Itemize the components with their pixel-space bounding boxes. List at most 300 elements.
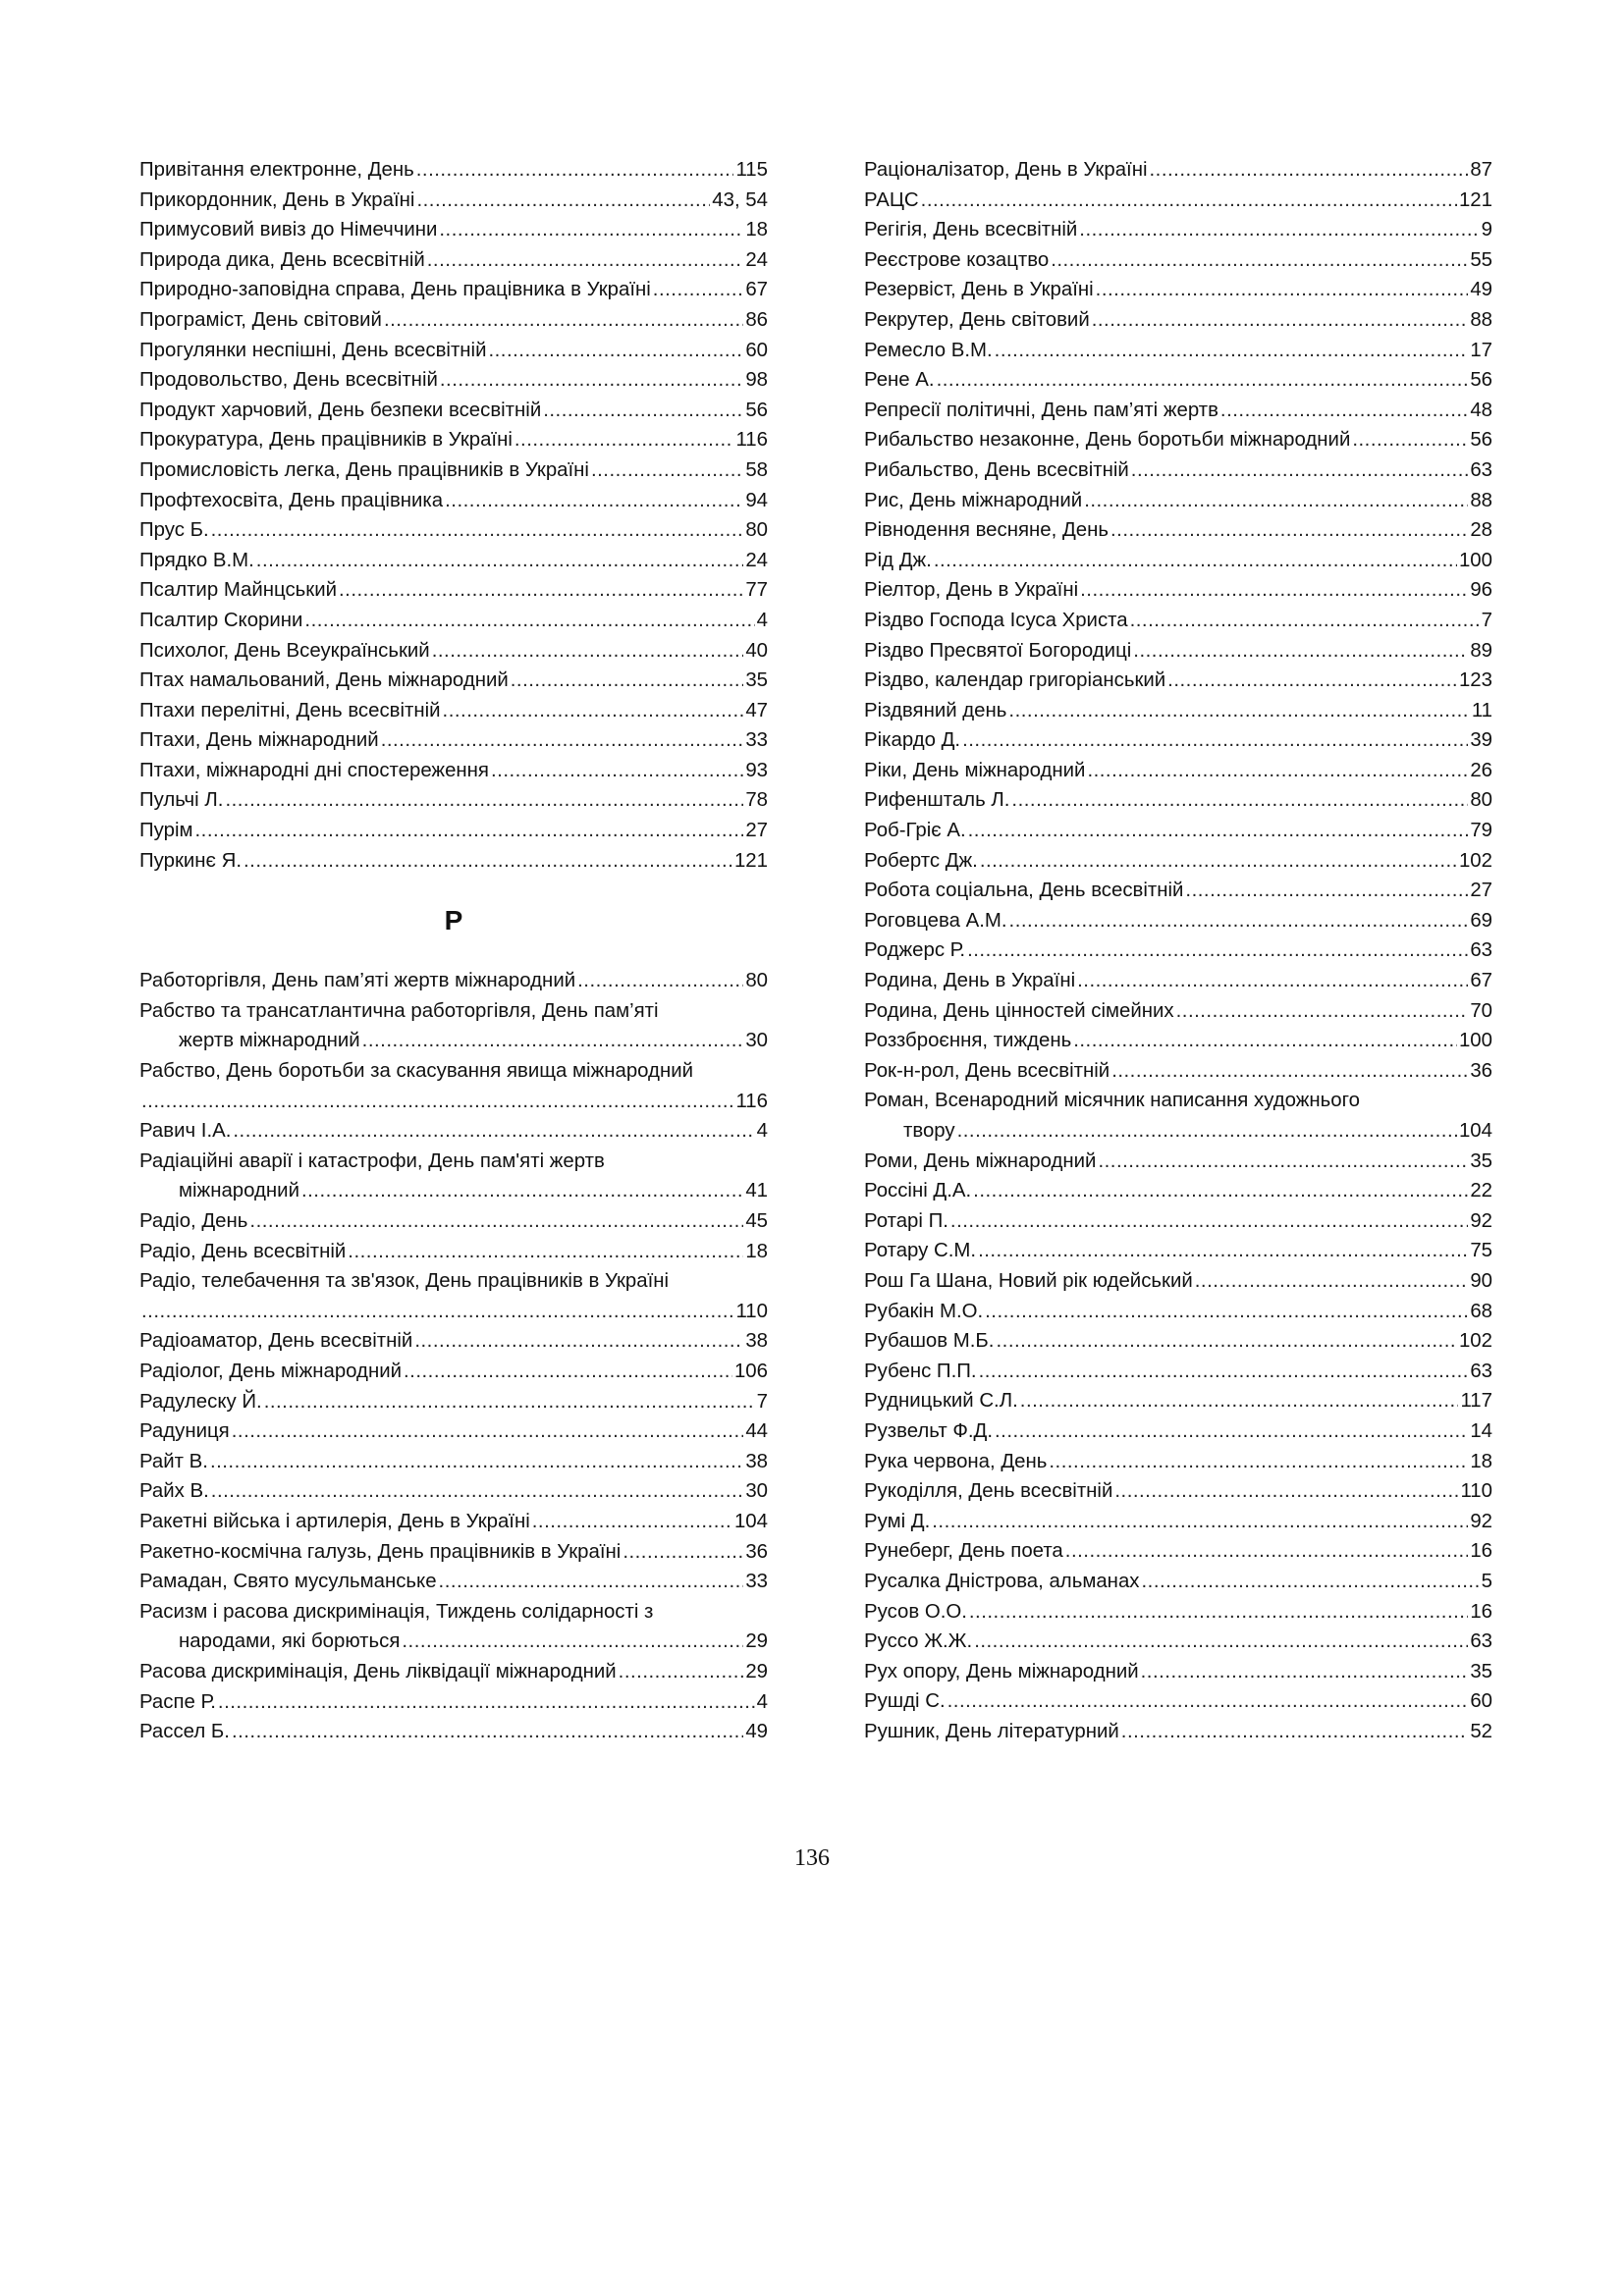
index-entry	[864, 155, 1492, 186]
dot-leader	[1130, 606, 1480, 636]
index-entry	[864, 1657, 1492, 1687]
index-entry	[864, 606, 1492, 636]
index-entry	[139, 1206, 768, 1237]
index-entry	[139, 996, 768, 1056]
dot-leader	[256, 546, 744, 576]
index-entry-page: 43, 54	[712, 188, 768, 211]
index-entry-page: 63	[1470, 458, 1492, 481]
dot-leader	[623, 1537, 743, 1568]
dot-leader	[1220, 396, 1468, 426]
index-entry	[139, 1147, 768, 1206]
index-entry-text: Прус Б.	[139, 519, 209, 542]
index-entry-page: 29	[745, 1660, 768, 1682]
index-entry-text: Рок-н-рол, День всесвітній	[864, 1059, 1110, 1082]
dot-leader	[1096, 275, 1469, 305]
index-entry-page: 36	[745, 1540, 768, 1563]
index-entry-page: 18	[745, 219, 768, 241]
index-entry	[864, 575, 1492, 606]
index-entry-page: 38	[745, 1450, 768, 1472]
index-entry-text: Робертс Дж.	[864, 849, 978, 872]
index-entry-text: Різдво Пресвятої Богородиці	[864, 639, 1132, 662]
index-entry-page: 17	[1470, 339, 1492, 361]
index-entry-text: Радіолог, День міжнародний	[139, 1360, 402, 1382]
index-entry-page: 24	[745, 549, 768, 571]
index-entry-text: Пульчі Л.	[139, 789, 224, 812]
index-entry-text: Прядко В.М.	[139, 549, 254, 571]
dot-leader	[985, 1297, 1468, 1327]
index-entry-text-line: Рабство та трансатлантична работоргівля, День пам’яті	[139, 999, 659, 1022]
index-entry	[864, 1507, 1492, 1537]
index-entry-page: 93	[745, 759, 768, 781]
index-entry	[139, 1116, 768, 1147]
index-entry-page: 102	[1458, 1330, 1492, 1353]
index-entry	[139, 455, 768, 486]
index-entry-text: Птах намальований, День міжнародний	[139, 669, 509, 692]
dot-leader	[1008, 696, 1469, 726]
index-entry	[864, 1147, 1492, 1177]
dot-leader	[1065, 1536, 1469, 1567]
index-entry	[139, 1597, 768, 1657]
dot-leader	[1150, 155, 1469, 186]
index-entry-page: 26	[1470, 759, 1492, 781]
index-entry-text: Прикордонник, День в Україні	[139, 188, 415, 211]
index-entry	[139, 275, 768, 305]
index-entry-page: 39	[1470, 729, 1492, 752]
index-entry	[864, 666, 1492, 696]
index-entry	[139, 1567, 768, 1597]
index-entry-text: Рис, День міжнародний	[864, 489, 1083, 511]
index-entry	[864, 785, 1492, 816]
index-entry-page: 16	[1470, 1540, 1492, 1563]
index-entry	[139, 186, 768, 216]
dot-leader	[1049, 1447, 1468, 1477]
dot-leader	[491, 756, 743, 786]
dot-leader	[348, 1237, 743, 1267]
index-entry	[139, 696, 768, 726]
index-entry-text: Прогулянки неспішні, День всесвітній	[139, 339, 487, 361]
index-entry-text: твору	[903, 1120, 955, 1142]
index-entry	[139, 515, 768, 546]
index-entry	[864, 996, 1492, 1027]
index-entry-page: 29	[745, 1630, 768, 1653]
index-entry-page: 100	[1458, 549, 1492, 571]
index-entry-text: Репресії політичні, День пам’яті жертв	[864, 399, 1218, 421]
index-entry-page: 5	[1481, 1570, 1492, 1592]
index-entry	[864, 725, 1492, 756]
index-entry-text: Румі Д.	[864, 1510, 931, 1532]
index-entry	[139, 365, 768, 396]
index-list-r-left	[139, 966, 768, 1746]
index-entry	[864, 1686, 1492, 1717]
dot-leader	[195, 816, 744, 846]
index-entry-page: 48	[1470, 399, 1492, 421]
index-entry-text: Райт В.	[139, 1450, 208, 1472]
index-entry-page: 56	[1470, 429, 1492, 452]
index-entry-text: Рекрутер, День світовий	[864, 308, 1090, 331]
index-entry-page: 7	[1481, 609, 1492, 631]
index-entry-text: Радіо, День всесвітній	[139, 1240, 347, 1262]
index-entry-text: Раціоналізатор, День в Україні	[864, 159, 1148, 181]
index-entry	[864, 1357, 1492, 1387]
index-entry-text: Природно-заповідна справа, День працівника в Україні	[139, 279, 651, 301]
index-entry-page: 94	[745, 489, 768, 511]
index-entry-text: Руссо Ж.Ж.	[864, 1630, 973, 1653]
index-entry-page: 117	[1460, 1390, 1492, 1413]
dot-leader	[439, 215, 743, 245]
index-entry	[139, 1687, 768, 1718]
index-entry	[139, 245, 768, 276]
index-entry-page: 44	[745, 1420, 768, 1443]
index-entry-page: 88	[1470, 308, 1492, 331]
dot-leader	[514, 425, 734, 455]
index-entry-text: Рівнодення весняне, День	[864, 519, 1109, 542]
index-entry-text: Роговцева А.М.	[864, 909, 1007, 932]
dot-leader	[1167, 666, 1457, 696]
index-entry	[864, 1326, 1492, 1357]
dot-leader	[957, 1116, 1457, 1147]
index-entry-text-line: Радіаційні аварії і катастрофи, День пам'яті жертв	[139, 1149, 605, 1172]
dot-leader	[439, 1567, 744, 1597]
index-entry-text: Псалтир Майнцський	[139, 579, 337, 602]
index-entry-page: 33	[745, 729, 768, 752]
index-entry-page: 121	[1458, 188, 1492, 211]
index-entry-text: Рибальство, День всесвітній	[864, 458, 1129, 481]
index-entry-text: Ріелтор, День в Україні	[864, 579, 1079, 602]
index-entry-text: Прокуратура, День працівників в Україні	[139, 429, 513, 452]
index-entry-page: 79	[1470, 820, 1492, 842]
index-entry-page: 96	[1470, 579, 1492, 602]
index-entry	[864, 966, 1492, 996]
index-entry-page: 100	[1458, 1030, 1492, 1052]
index-entry-text: Рассел Б.	[139, 1721, 230, 1743]
index-entry-text: Райх В.	[139, 1480, 209, 1503]
index-entry	[864, 275, 1492, 305]
index-entry	[139, 756, 768, 786]
dot-leader	[432, 636, 744, 667]
index-entry-page: 80	[1470, 789, 1492, 812]
index-entry-text: Природа дика, День всесвітній	[139, 248, 425, 271]
index-entry-text: жертв міжнародний	[179, 1030, 360, 1052]
dot-leader	[1051, 245, 1468, 276]
index-entry-text: Рубенс П.П.	[864, 1360, 977, 1382]
index-entry	[864, 1597, 1492, 1628]
index-entry	[864, 756, 1492, 786]
index-entry-page: 98	[745, 369, 768, 392]
dot-leader	[1079, 215, 1479, 245]
index-entry	[139, 1056, 768, 1116]
index-entry	[139, 425, 768, 455]
index-entry-page: 38	[745, 1330, 768, 1353]
index-entry-page: 92	[1470, 1510, 1492, 1532]
index-entry-text: Рукоділля, День всесвітній	[864, 1480, 1113, 1503]
dot-leader	[978, 1236, 1468, 1266]
index-entry-page: 35	[745, 669, 768, 692]
dot-leader	[511, 666, 744, 696]
index-entry-text: Роми, День міжнародний	[864, 1149, 1097, 1172]
index-entry-page: 14	[1470, 1419, 1492, 1442]
index-entry	[864, 876, 1492, 906]
index-entry-text: Расова дискримінація, День ліквідації міжнародний	[139, 1660, 617, 1682]
dot-leader	[932, 1507, 1468, 1537]
index-entry	[864, 1236, 1492, 1266]
index-entry	[864, 1447, 1492, 1477]
index-entry-page: 115	[735, 159, 768, 181]
dot-leader	[1121, 1717, 1469, 1747]
index-entry-page: 55	[1470, 248, 1492, 271]
index-entry-text: народами, які борються	[179, 1630, 401, 1653]
index-entry-text: Рубашов М.Б.	[864, 1330, 995, 1353]
index-entry-page: 27	[745, 820, 768, 842]
index-entry	[139, 396, 768, 426]
index-entry	[864, 1086, 1492, 1146]
index-entry-text: Радіо, День	[139, 1210, 248, 1232]
index-entry	[139, 575, 768, 606]
index-entry-page: 60	[1470, 1690, 1492, 1713]
dot-leader	[1352, 425, 1468, 455]
dot-leader	[440, 365, 743, 396]
index-entry	[139, 1447, 768, 1477]
index-entry-text: Пурім	[139, 820, 193, 842]
index-entry-page: 27	[1470, 880, 1492, 902]
dot-leader	[488, 336, 743, 366]
dot-leader	[968, 816, 1469, 846]
index-entry	[139, 1717, 768, 1747]
index-entry	[864, 425, 1492, 455]
index-entry-page: 45	[745, 1210, 768, 1232]
dot-leader	[443, 696, 744, 726]
index-entry	[139, 966, 768, 996]
index-entry	[864, 1627, 1492, 1657]
index-entry-text: Рух опору, День міжнародний	[864, 1660, 1139, 1682]
index-entry	[139, 816, 768, 846]
index-entry-text: Родина, День в Україні	[864, 970, 1076, 992]
index-entry-text: Работоргівля, День пам’яті жертв міжнародний	[139, 970, 576, 992]
index-column-right	[864, 155, 1492, 1746]
index-entry-page: 47	[745, 699, 768, 721]
index-entry-text: Птахи, День міжнародний	[139, 729, 379, 752]
dot-leader	[591, 455, 743, 486]
index-entry-page: 11	[1471, 699, 1492, 721]
dot-leader	[1185, 876, 1468, 906]
dot-leader	[232, 1416, 744, 1447]
dot-leader	[996, 1326, 1456, 1357]
index-entry	[139, 1326, 768, 1357]
index-entry-text: Ріки, День міжнародний	[864, 759, 1086, 781]
dot-leader	[416, 186, 710, 216]
index-entry-page: 63	[1470, 1630, 1492, 1653]
index-entry-text: Рамадан, Свято мусульманське	[139, 1571, 437, 1593]
dot-leader	[543, 396, 743, 426]
dot-leader	[141, 1087, 733, 1117]
index-entry	[139, 666, 768, 696]
dot-leader	[947, 1686, 1469, 1717]
dot-leader	[304, 606, 754, 636]
dot-leader	[973, 1176, 1468, 1206]
index-entry-text: Різдво, календар григоріанський	[864, 669, 1166, 692]
dot-leader	[995, 336, 1469, 366]
index-entry-text: Радулеску Й.	[139, 1390, 262, 1413]
index-entry	[139, 1657, 768, 1687]
index-entry-page: 121	[733, 849, 768, 872]
index-entry	[864, 305, 1492, 336]
index-entry-page: 106	[733, 1360, 768, 1382]
index-entry-text: Псалтир Скорини	[139, 609, 303, 631]
index-entry-page: 16	[1470, 1600, 1492, 1623]
index-list-p	[139, 155, 768, 876]
index-entry-page: 87	[1470, 159, 1492, 181]
index-entry-text: Реєстрове козацтво	[864, 248, 1050, 271]
index-entry-text: Рікардо Д.	[864, 729, 961, 752]
index-entry-page: 30	[745, 1030, 768, 1052]
index-entry-text: Рушді С.	[864, 1690, 946, 1713]
index-entry-page: 22	[1470, 1180, 1492, 1202]
index-entry	[864, 1536, 1492, 1567]
index-entry-text: Рибальство незаконне, День боротьби міжнародний	[864, 429, 1351, 452]
index-entry	[864, 1717, 1492, 1747]
index-entry	[864, 1056, 1492, 1087]
dot-leader	[962, 725, 1468, 756]
dot-leader	[934, 546, 1457, 576]
section-letter-heading: Р	[444, 905, 463, 936]
index-entry-page: 35	[1470, 1149, 1492, 1172]
index-entry	[139, 155, 768, 186]
index-entry	[864, 1567, 1492, 1597]
index-entry-page: 67	[1470, 970, 1492, 992]
index-entry-page: 60	[745, 339, 768, 361]
index-entry-page: 4	[756, 1120, 768, 1143]
index-entry	[864, 1176, 1492, 1206]
index-entry-text: Ремесло В.М.	[864, 339, 993, 361]
index-entry-text: Радуниця	[139, 1420, 230, 1443]
index-entry-text: Ракетно-космічна галузь, День працівників в Україні	[139, 1540, 622, 1563]
index-entry-page: 7	[756, 1390, 768, 1413]
index-entry-text: Привітання електронне, День	[139, 159, 414, 181]
dot-leader	[233, 1116, 754, 1147]
index-entry-page: 75	[1470, 1240, 1492, 1262]
index-entry	[139, 846, 768, 877]
index-entry-text-line: Радіо, телебачення та зв'язок, День працівників в Україні	[139, 1270, 670, 1293]
dot-leader	[653, 275, 744, 305]
index-entry-page: 63	[1470, 939, 1492, 962]
index-entry-page: 24	[745, 248, 768, 271]
index-entry	[864, 696, 1492, 726]
index-entry-page: 69	[1470, 909, 1492, 932]
dot-leader	[1141, 1567, 1479, 1597]
index-entry-page: 88	[1470, 489, 1492, 511]
index-entry	[864, 816, 1492, 846]
index-entry	[864, 515, 1492, 546]
dot-leader	[1141, 1657, 1469, 1687]
index-entry	[864, 846, 1492, 877]
dot-leader	[937, 365, 1469, 396]
index-entry-text: Распе Р.	[139, 1690, 216, 1713]
index-entry	[139, 636, 768, 667]
index-entry-text: міжнародний	[179, 1180, 299, 1202]
index-entry-text: Роджерс Р.	[864, 939, 966, 962]
index-entry-text: Рука червона, День	[864, 1450, 1048, 1472]
index-entry	[864, 1026, 1492, 1056]
index-entry-text: Ротарі П.	[864, 1209, 948, 1232]
index-entry	[139, 1357, 768, 1387]
index-entry-text: Продукт харчовий, День безпеки всесвітній	[139, 399, 542, 421]
index-entry-text: Ракетні війська і артилерія, День в Україні	[139, 1510, 530, 1532]
index-entry	[864, 1386, 1492, 1416]
index-entry-text: Русалка Дністрова, альманах	[864, 1570, 1140, 1592]
index-entry-text: Рід Дж.	[864, 549, 932, 571]
index-entry-page: 36	[1470, 1059, 1492, 1082]
index-entry	[864, 396, 1492, 426]
index-entry	[139, 1537, 768, 1568]
index-entry-text: Птахи перелітні, День всесвітній	[139, 699, 441, 721]
index-entry	[864, 1416, 1492, 1447]
index-entry	[139, 215, 768, 245]
index-entry-text: Різдво Господа Ісуса Христа	[864, 609, 1128, 631]
index-entry-page: 104	[733, 1510, 768, 1532]
index-entry-page: 4	[756, 609, 768, 631]
dot-leader	[249, 1206, 743, 1237]
index-entry	[864, 1266, 1492, 1297]
dot-leader	[979, 1357, 1469, 1387]
dot-leader	[445, 486, 743, 516]
dot-leader	[381, 725, 744, 756]
index-entry	[139, 785, 768, 816]
index-entry-page: 77	[745, 579, 768, 602]
dot-leader	[225, 785, 743, 816]
index-entry	[139, 1266, 768, 1326]
index-entry	[864, 1476, 1492, 1507]
index-entry-text: Робота соціальна, День всесвітній	[864, 880, 1184, 902]
dot-leader	[1073, 1026, 1457, 1056]
index-entry	[864, 1297, 1492, 1327]
dot-leader	[301, 1176, 743, 1206]
dot-leader	[974, 1627, 1468, 1657]
index-entry-page: 4	[756, 1690, 768, 1713]
dot-leader	[1110, 515, 1468, 546]
dot-leader	[414, 1326, 743, 1357]
dot-leader	[218, 1687, 755, 1718]
index-entry-text: Русов О.О.	[864, 1600, 967, 1623]
index-entry-page: 67	[745, 279, 768, 301]
dot-leader	[1077, 966, 1468, 996]
index-entry-text: Рифеншталь Л.	[864, 789, 1010, 812]
index-entry-page: 35	[1470, 1660, 1492, 1682]
index-entry-page: 110	[1460, 1480, 1492, 1503]
index-entry-text: Рудницький С.Л.	[864, 1390, 1018, 1413]
index-entry-page: 104	[1458, 1120, 1492, 1142]
index-entry-page: 56	[1470, 369, 1492, 392]
index-entry-text: Рузвельт Ф.Д.	[864, 1419, 993, 1442]
dot-leader	[232, 1717, 743, 1747]
index-entry-page: 18	[1470, 1450, 1492, 1472]
dot-leader	[969, 1597, 1468, 1628]
index-entry	[139, 1507, 768, 1537]
dot-leader	[416, 155, 734, 186]
index-entry-text: РАЦС	[864, 188, 919, 211]
index-entry	[139, 1476, 768, 1507]
index-entry	[864, 186, 1492, 216]
index-entry-page: 80	[745, 519, 768, 542]
index-entry-text: Роззброєння, тиждень	[864, 1030, 1072, 1052]
index-entry	[139, 1387, 768, 1417]
dot-leader	[1176, 996, 1469, 1027]
dot-leader	[921, 186, 1457, 216]
index-entry-text: Примусовий вивіз до Німеччини	[139, 219, 438, 241]
dot-leader	[1080, 575, 1468, 606]
index-entry-text-line: Расизм і расова дискримінація, Тиждень солідарності з	[139, 1600, 654, 1623]
index-entry	[864, 546, 1492, 576]
index-entry	[864, 1206, 1492, 1237]
index-entry-text: Роб-Грiє А.	[864, 820, 966, 842]
